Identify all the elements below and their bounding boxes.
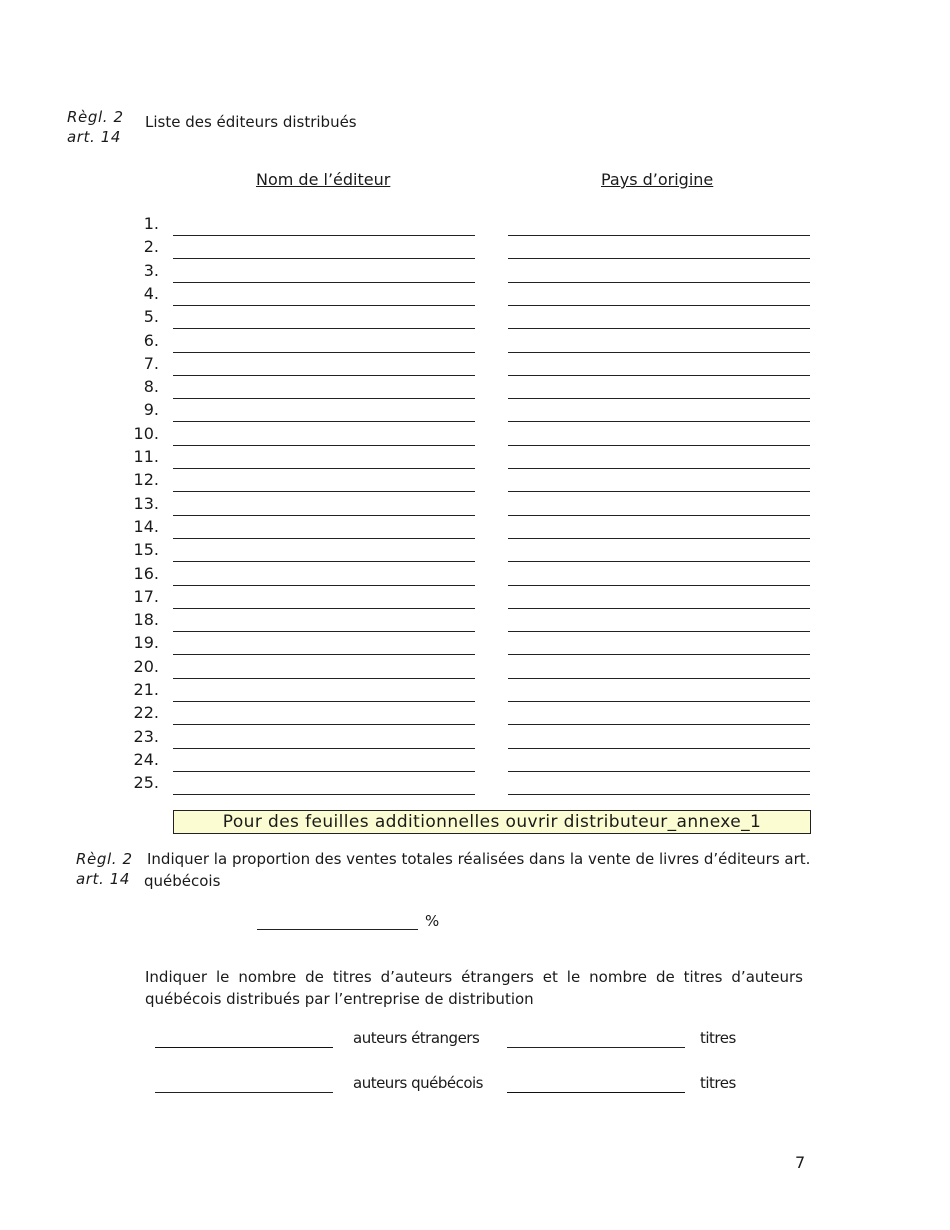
- country-line[interactable]: [508, 771, 810, 772]
- row-number: 18.: [133, 610, 159, 630]
- quebec-titles-count-line[interactable]: [507, 1092, 685, 1093]
- regulation-ref-line1: Règl. 2: [67, 108, 124, 126]
- country-line[interactable]: [508, 515, 810, 516]
- row-number: 3.: [143, 260, 159, 280]
- country-line[interactable]: [508, 421, 810, 422]
- publisher-name-line[interactable]: [173, 421, 475, 422]
- quebec-authors-count-line[interactable]: [155, 1092, 333, 1093]
- publisher-name-line[interactable]: [173, 794, 475, 795]
- publisher-name-line[interactable]: [173, 375, 475, 376]
- foreign-authors-label: auteurs étrangers: [353, 1029, 480, 1047]
- country-line[interactable]: [508, 724, 810, 725]
- country-line[interactable]: [508, 678, 810, 679]
- publisher-name-line[interactable]: [173, 282, 475, 283]
- country-line[interactable]: [508, 701, 810, 702]
- row-number: 8.: [143, 377, 159, 397]
- foreign-titles-count-line[interactable]: [507, 1047, 685, 1048]
- foreign-authors-count-line[interactable]: [155, 1047, 333, 1048]
- country-line[interactable]: [508, 654, 810, 655]
- publisher-name-line[interactable]: [173, 538, 475, 539]
- publisher-name-line[interactable]: [173, 724, 475, 725]
- row-number: 2.: [143, 237, 159, 257]
- page-number: 7: [795, 1153, 806, 1172]
- country-line[interactable]: [508, 748, 810, 749]
- quebec-titles-label: titres: [700, 1074, 736, 1092]
- publisher-name-line[interactable]: [173, 701, 475, 702]
- row-number: 20.: [133, 656, 159, 676]
- additional-sheets-banner: Pour des feuilles additionnelles ouvrir distributeur_annexe_1: [173, 810, 811, 834]
- row-number: 17.: [133, 586, 159, 606]
- row-number: 7.: [143, 353, 159, 373]
- publisher-name-line[interactable]: [173, 631, 475, 632]
- country-line[interactable]: [508, 235, 810, 236]
- quebec-authors-label: auteurs québécois: [353, 1074, 483, 1092]
- section-title: Liste des éditeurs distribués: [145, 113, 357, 131]
- country-line[interactable]: [508, 491, 810, 492]
- row-number: 1.: [143, 214, 159, 233]
- country-line[interactable]: [508, 608, 810, 609]
- publisher-name-line[interactable]: [173, 771, 475, 772]
- row-number: 9.: [143, 400, 159, 420]
- publisher-name-line[interactable]: [173, 398, 475, 399]
- row-number: 12.: [133, 470, 159, 490]
- country-line[interactable]: [508, 375, 810, 376]
- publisher-name-line[interactable]: [173, 654, 475, 655]
- publisher-name-line[interactable]: [173, 468, 475, 469]
- publisher-name-line[interactable]: [173, 561, 475, 562]
- publisher-name-line[interactable]: [173, 585, 475, 586]
- publisher-name-line[interactable]: [173, 608, 475, 609]
- country-line[interactable]: [508, 258, 810, 259]
- publisher-name-line[interactable]: [173, 491, 475, 492]
- row-number: 16.: [133, 563, 159, 583]
- publisher-name-line[interactable]: [173, 235, 475, 236]
- row-number: 14.: [133, 516, 159, 536]
- row-number: 15.: [133, 540, 159, 560]
- country-line[interactable]: [508, 305, 810, 306]
- row-number: 6.: [143, 330, 159, 350]
- publisher-name-line[interactable]: [173, 305, 475, 306]
- regulation-ref-line1: Règl. 2: [76, 850, 133, 868]
- country-line[interactable]: [508, 352, 810, 353]
- row-number: 10.: [133, 423, 159, 443]
- proportion-instruction-line1: Indiquer la proportion des ventes totales réalisées dans la vente de livres d’éditeurs art.: [147, 850, 811, 868]
- country-line[interactable]: [508, 561, 810, 562]
- publisher-name-line[interactable]: [173, 258, 475, 259]
- country-line[interactable]: [508, 631, 810, 632]
- regulation-ref-line2: art. 14: [76, 870, 131, 888]
- proportion-input-line[interactable]: [257, 929, 418, 930]
- country-line[interactable]: [508, 538, 810, 539]
- publisher-name-line[interactable]: [173, 515, 475, 516]
- row-number: 11.: [133, 447, 159, 466]
- country-line[interactable]: [508, 398, 810, 399]
- publisher-column-header: Nom de l’éditeur: [256, 170, 391, 189]
- row-number: 25.: [133, 773, 159, 793]
- foreign-titles-label: titres: [700, 1029, 736, 1047]
- publisher-name-line[interactable]: [173, 748, 475, 749]
- row-number: 4.: [143, 283, 159, 303]
- country-line[interactable]: [508, 468, 810, 469]
- regulation-ref-line2: art. 14: [67, 128, 122, 146]
- regulation-reference: [67, 107, 124, 147]
- proportion-instruction-line2: québécois: [144, 872, 221, 890]
- publisher-name-line[interactable]: [173, 445, 475, 446]
- row-number: 23.: [133, 726, 159, 746]
- country-line[interactable]: [508, 585, 810, 586]
- country-line[interactable]: [508, 328, 810, 329]
- row-number: 24.: [133, 749, 159, 769]
- country-line[interactable]: [508, 282, 810, 283]
- row-number: 22.: [133, 703, 159, 723]
- percent-sign: %: [425, 912, 440, 930]
- row-number: 19.: [133, 633, 159, 653]
- country-line[interactable]: [508, 794, 810, 795]
- row-number: 21.: [133, 680, 159, 699]
- regulation-reference-2: [76, 849, 133, 889]
- country-column-header: Pays d’origine: [601, 170, 714, 189]
- publisher-name-line[interactable]: [173, 328, 475, 329]
- publisher-name-line[interactable]: [173, 678, 475, 679]
- row-number: 13.: [133, 493, 159, 513]
- titles-instruction-line1: Indiquer le nombre de titres d’auteurs étrangers et le nombre de titres d’auteurs: [145, 968, 803, 986]
- country-line[interactable]: [508, 445, 810, 446]
- row-number: 5.: [143, 307, 159, 327]
- publisher-name-line[interactable]: [173, 352, 475, 353]
- titles-instruction-line2: québécois distribués par l’entreprise de distribution: [145, 990, 534, 1008]
